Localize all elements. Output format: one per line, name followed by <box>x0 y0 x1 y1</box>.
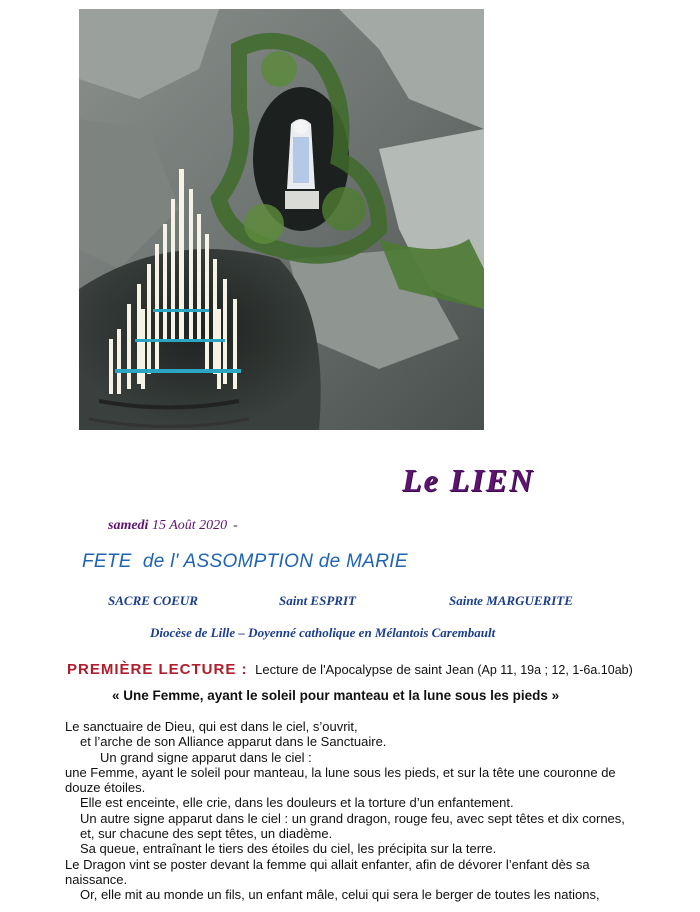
issue-date-day: samedi <box>108 518 149 533</box>
issue-date <box>108 518 238 534</box>
feast-title: FETE de l' ASSOMPTION de MARIE <box>82 551 408 572</box>
reading-line: Elle est enceinte, elle crie, dans les douleurs et la torture d’un enfantement. <box>80 795 514 811</box>
reading-heading <box>67 661 633 678</box>
parish-list <box>0 593 700 613</box>
reading-body <box>65 719 637 903</box>
reading-intro: Lecture de l'Apocalypse de saint Jean <box>255 662 474 677</box>
parish-saint-esprit: Saint ESPRIT <box>279 593 356 608</box>
issue-date-rest: 15 Août 2020 <box>148 518 228 533</box>
reading-line: Sa queue, entraînant le tiers des étoiles du ciel, les précipita sur la terre. <box>80 841 497 857</box>
reading-line: une Femme, ayant le soleil pour manteau, la lune sous les pieds, et sur la tête une couronne de douze étoiles. <box>65 764 616 796</box>
issue-date-dash: - <box>233 518 238 533</box>
reading-label: PREMIÈRE LECTURE : <box>67 661 248 678</box>
reading-line: Un autre signe apparut dans le ciel : un grand dragon, rouge feu, avec sept têtes et dix cornes, <box>80 810 625 826</box>
grotto-image <box>79 9 484 430</box>
parish-sainte-marguerite: Sainte MARGUERITE <box>449 593 573 608</box>
reading-line: Le sanctuaire de Dieu, qui est dans le ciel, s’ouvrit, <box>65 719 358 734</box>
reading-quote: « Une Femme, ayant le soleil pour manteau et la lune sous les pieds » <box>112 688 560 703</box>
masthead-title: Le LIEN <box>402 462 535 498</box>
parish-sacre-coeur: SACRE COEUR <box>108 593 198 608</box>
reading-line: et l’arche de son Alliance apparut dans le Sanctuaire. <box>80 734 387 750</box>
cover-photo <box>79 9 484 430</box>
reading-reference: (Ap 11, 19a ; 12, 1-6a.10ab) <box>477 663 633 677</box>
reading-line: Un grand signe apparut dans le ciel : <box>100 749 312 765</box>
reading-line: Or, elle mit au monde un fils, un enfant mâle, celui qui sera le berger de toutes les nations, <box>80 887 600 903</box>
reading-line: et, sur chacune des sept têtes, un diadème. <box>80 826 333 842</box>
diocese-line: Diocèse de Lille – Doyenné catholique en Mélantois Carembault <box>150 625 496 640</box>
reading-line: Le Dragon vint se poster devant la femme qui allait enfanter, afin de dévorer l’enfant dès sa naissance. <box>65 856 590 887</box>
